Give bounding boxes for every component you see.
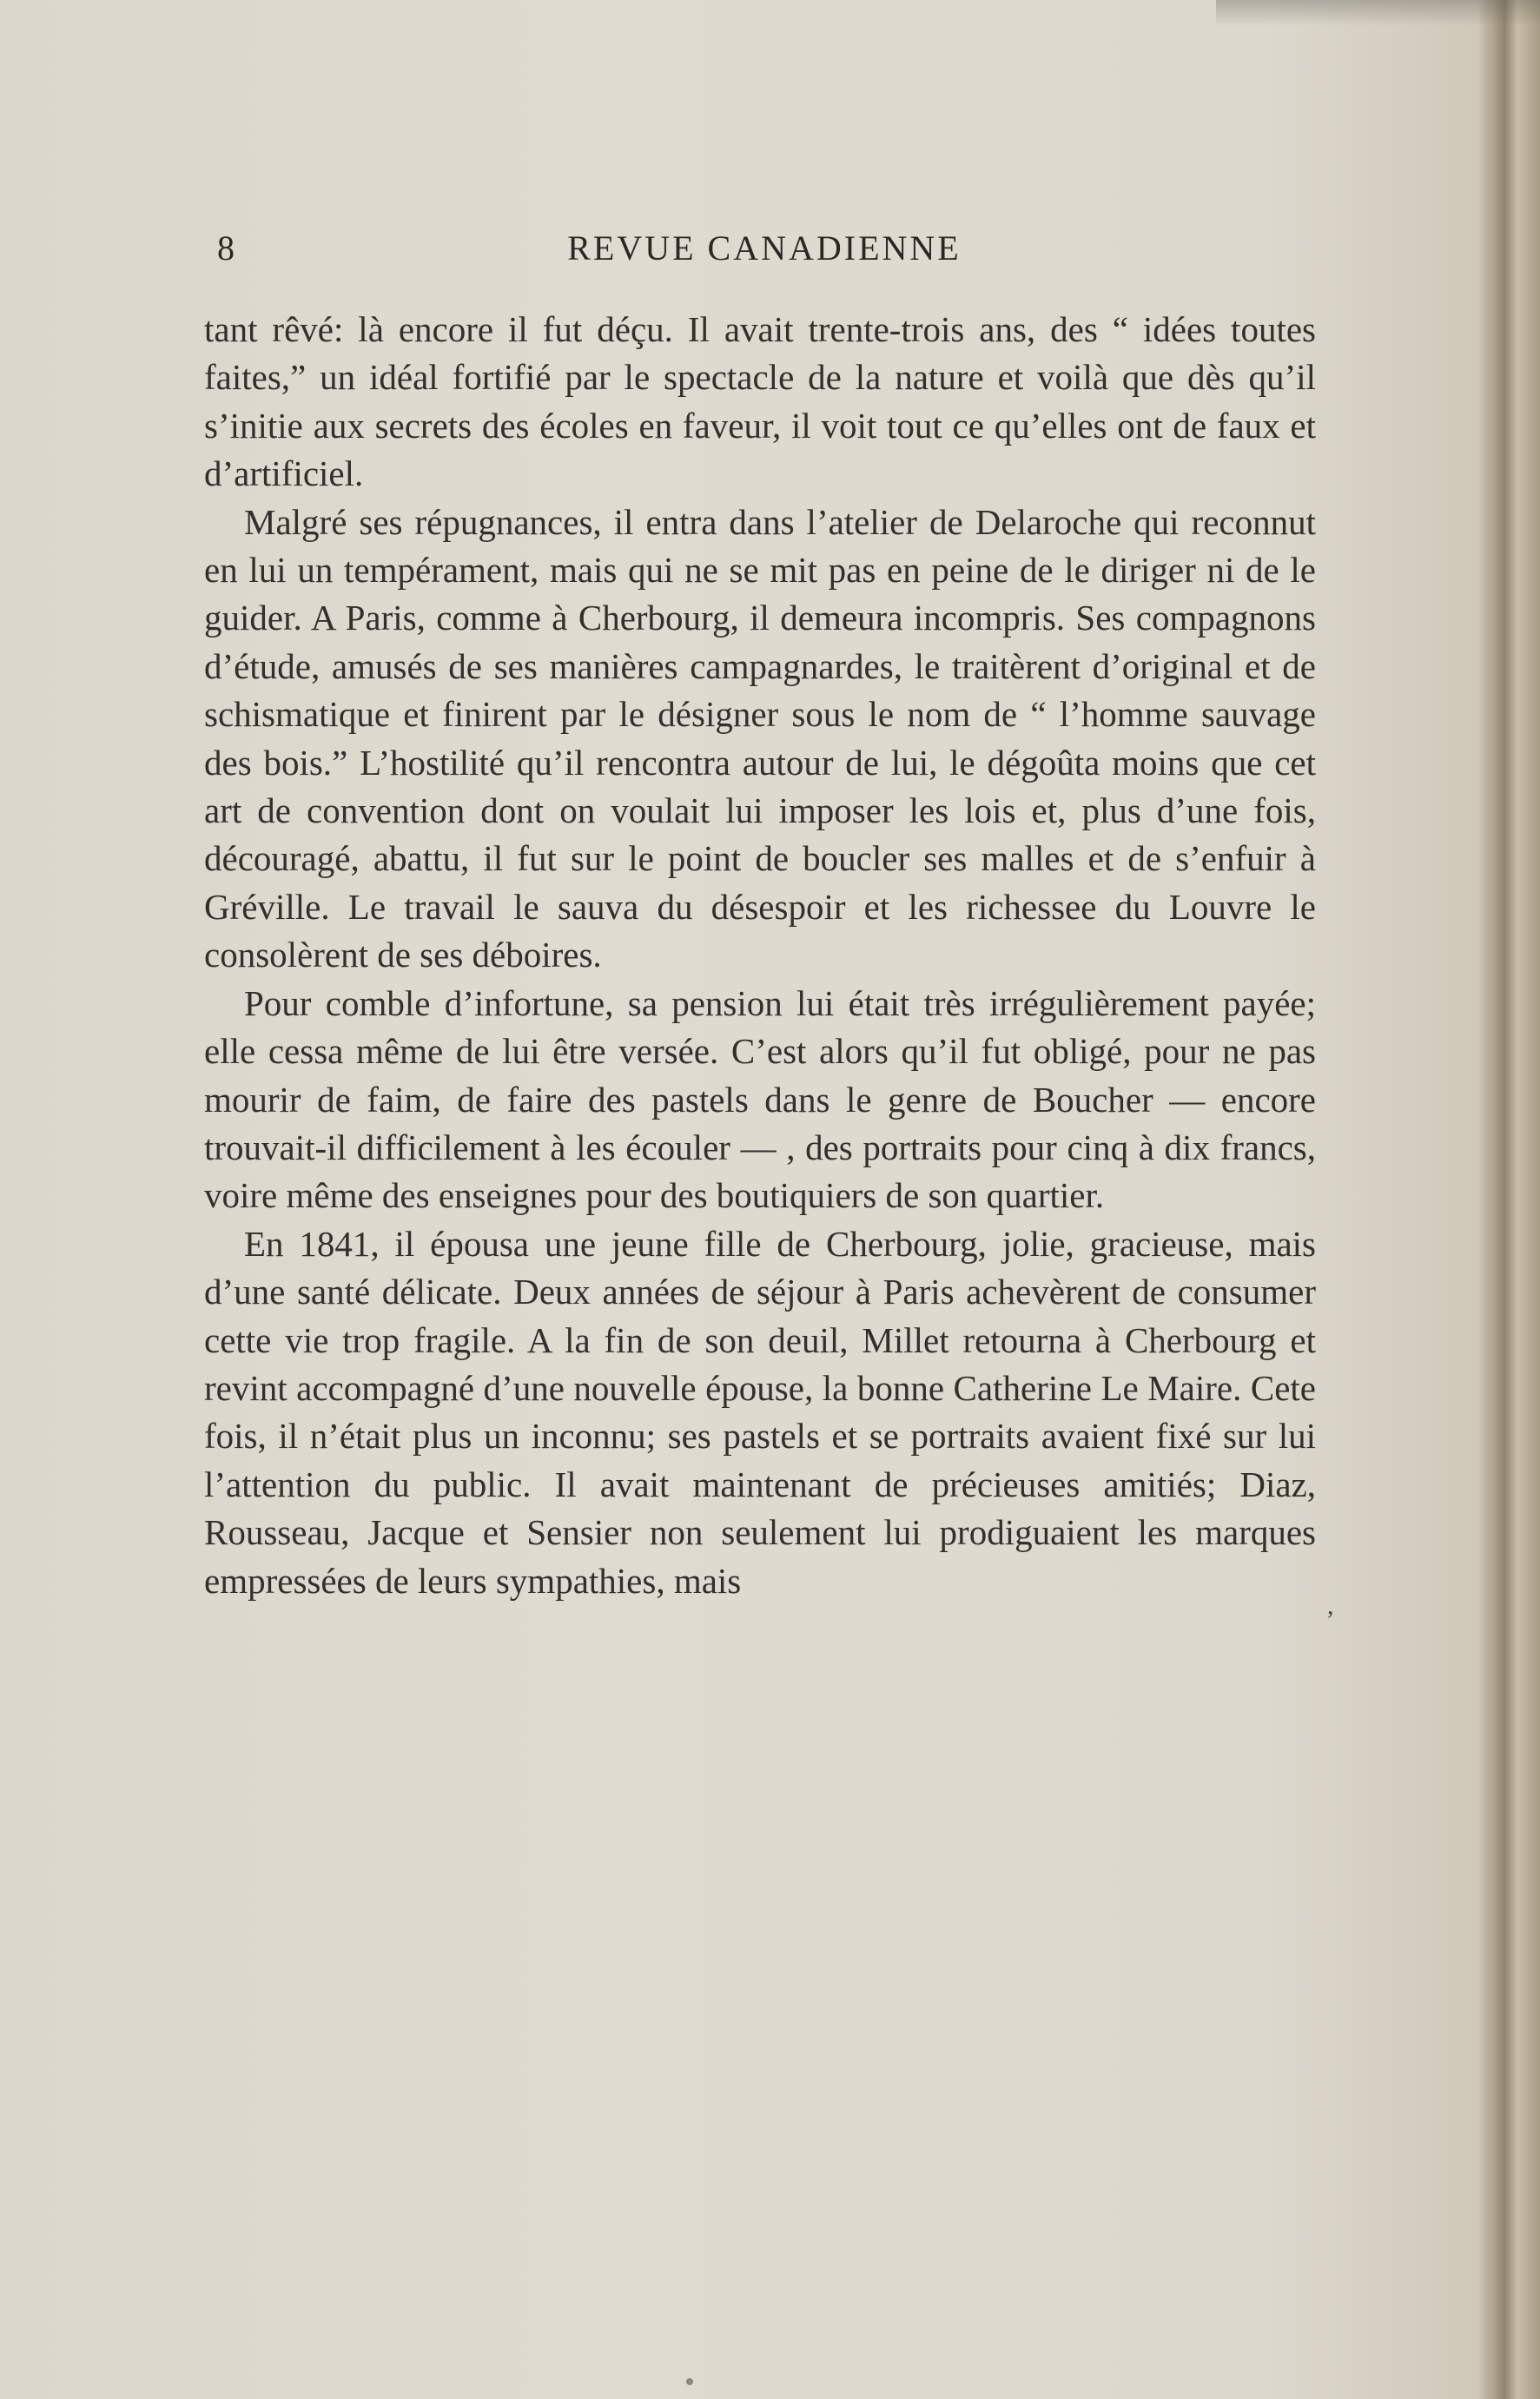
page-edge-shadow — [1477, 0, 1490, 2399]
page-header — [208, 228, 1320, 280]
paragraph: Malgré ses répugnances, il entra dans l’atelier de Delaroche qui reconnut en lui un tempérament, mais qui ne se mit pas en peine de le diriger ni de le guider. A Paris, comme à Cherbourg, il demeura incompris. Ses compagnons d’étude, amusés de ses manières campagnardes, le traitèrent d’original et de schismatique et finirent par le désigner sous le nom de “ l’homme sauvage des bois.” L’hostilité qu’il rencontra autour de lui, le dégoûta moins que cet art de convention dont on voulait lui imposer les lois et, plus d’une fois, découragé, abattu, il fut sur le point de boucler ses malles et de s’enfuir à Gréville. Le travail le sauva du désespoir et les richessee du Louvre le consolèrent de ses déboires. — [204, 501, 1316, 975]
body-text — [204, 306, 1316, 1605]
bottom-dot — [686, 2378, 693, 2385]
page-edge — [1490, 0, 1540, 2399]
paragraph: Pour comble d’infortune, sa pension lui était très irrégulièrement payée; elle cessa même de lui être versée. C’est alors qu’il fut obligé, pour ne pas mourir de faim, de faire des pastels dans le genre de Boucher — encore trouvait-il difficilement à les écouler — , des portraits pour cinq à dix francs, voire même des enseignes pour des boutiquiers de son quartier. — [204, 982, 1316, 1216]
page-number: 8 — [217, 228, 235, 268]
running-title: REVUE CANADIENNE — [567, 228, 962, 268]
paragraph-continuation: tant rêvé: là encore il fut déçu. Il avait trente-trois ans, des “ idées toutes faites,” un idéal fortifié par le spectacle de la nature et voilà que dès qu’il s’initie aux secrets des écoles en faveur, il voit tout ce qu’elles ont de faux et d’artificiel. — [204, 309, 1316, 494]
paragraph: En 1841, il épousa une jeune fille de Cherbourg, jolie, gracieuse, mais d’une santé délicate. Deux années de séjour à Paris achevèrent de consumer cette vie trop fragile. A la fin de son deuil, Millet retourna à Cherbourg et revint accompagné d’une nouvelle épouse, la bonne Catherine Le Maire. Cete fois, il n’était plus un inconnu; ses pastels et se portraits avaient fixé sur lui l’attention du public. Il avait maintenant de précieuses amitiés; Diaz, Rousseau, Jacque et Sensier non seulement lui prodiguaient les marques empressées de leurs sympathies, mais — [204, 1223, 1316, 1601]
margin-mark: , — [1327, 1591, 1334, 1620]
top-shadow — [1216, 0, 1540, 26]
